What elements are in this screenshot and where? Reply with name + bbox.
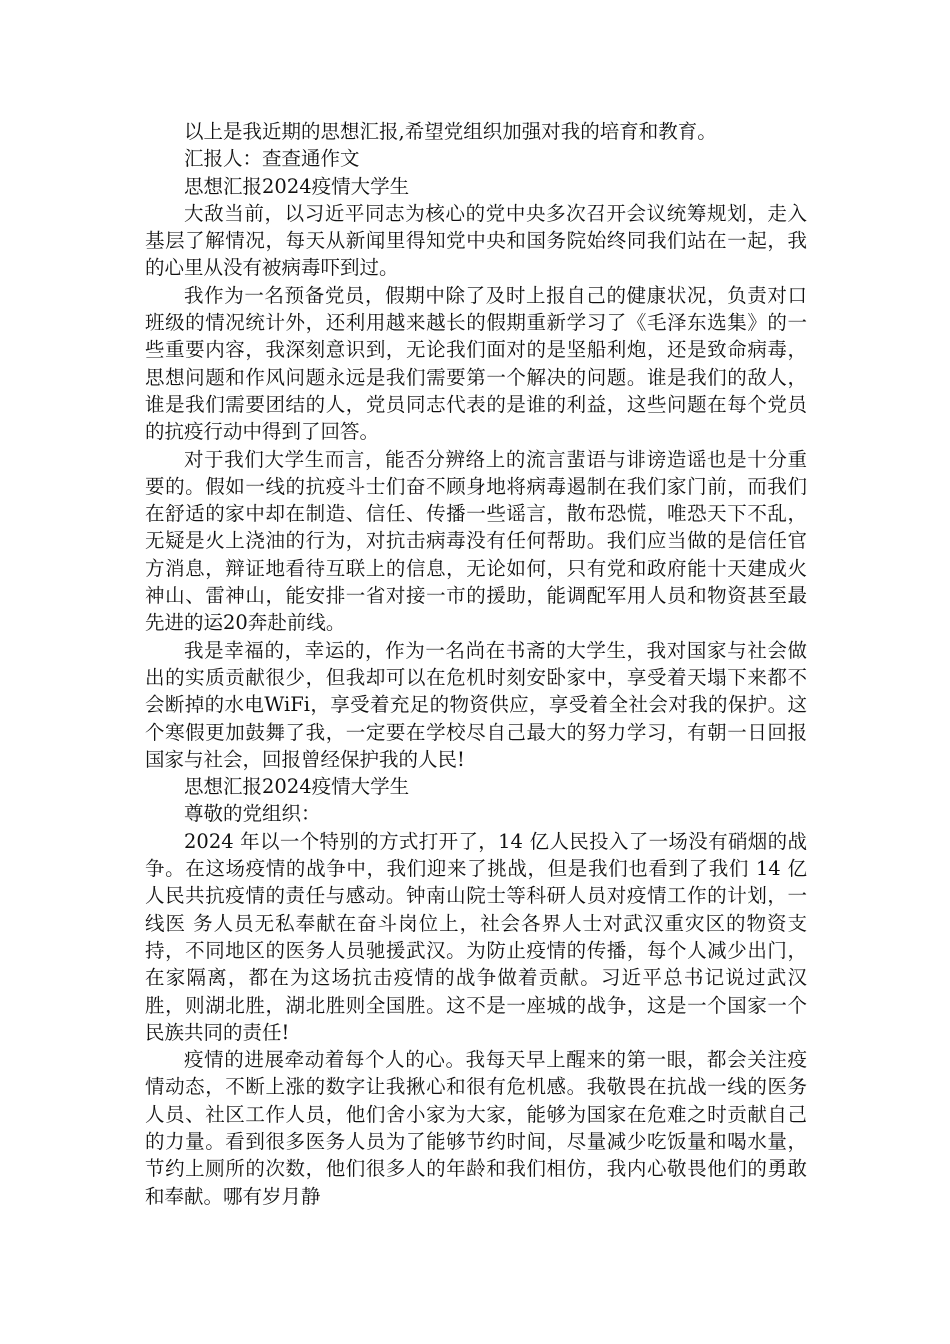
paragraph: 我是幸福的，幸运的，作为一名尚在书斋的大学生，我对国家与社会做出的实质贡献很少，但我却可以在危机时刻安卧家中，享受着天塌下来都不会断掉的水电WiFi，享受着充足的物资供应，享受着全社会对我的保护。这个寒假更加鼓舞了我，一定要在学校尽自己最大的努力学习，有朝一日回报国家与社会，回报曾经保护我的人民!: [145, 638, 807, 771]
paragraph: 大敌当前，以习近平同志为核心的党中央多次召开会议统筹规划，走入基层了解情况，每天从新闻里得知党中央和国务院始终同我们站在一起，我的心里从没有被病毒吓到过。: [145, 201, 807, 280]
section-title: 思想汇报2024疫情大学生: [184, 775, 410, 799]
salutation: 尊敬的党组织：: [184, 802, 321, 826]
paragraph: 我作为一名预备党员，假期中除了及时上报自己的健康状况，负责对口班级的情况统计外，还利用越来越长的假期重新学习了《毛泽东选集》的一些重要内容，我深刻意识到，无论我们面对的是坚船利炮，还是致命病毒，思想问题和作风问题永远是我们需要第一个解决的问题。谁是我们的敌人，谁是我们需要团结的人，党员同志代表的是谁的利益，这些问题在每个党员的抗疫行动中得到了回答。: [145, 283, 807, 444]
reporter-line: 汇报人：查查通作文: [184, 147, 360, 171]
paragraph: 对于我们大学生而言，能否分辨络上的流言蜚语与诽谤造谣也是十分重要的。假如一线的抗疫斗士们奋不顾身地将病毒遏制在我们家门前，而我们在舒适的家中却在制造、信任、传播一些谣言，散布恐慌，唯恐天下不乱，无疑是火上浇油的行为，对抗击病毒没有任何帮助。我们应当做的是信任官方消息，辩证地看待互联上的信息，无论如何，只有党和政府能十天建成火神山、雷神山，能安排一省对接一市的援助，能调配军用人员和物资甚至最先进的运20奔赴前线。: [145, 447, 807, 635]
paragraph: 2024 年以一个特别的方式打开了，14 亿人民投入了一场没有硝烟的战争。在这场疫情的战争中，我们迎来了挑战，但是我们也看到了我们 14 亿 人民共抗疫情的责任与感动。钟南山院士等科研人员对疫情工作的计划，一线医 务人员无私奉献在奋斗岗位上，社会各界人士对武汉重灾区的物资支持，不同地区的医务人员驰援武汉。为防止疫情的传播，每个人减少出门，在家隔离，都在为这场抗击疫情的战争做着贡献。习近平总书记说过武汉胜，则湖北胜，湖北胜则全国胜。这不是一座城的战争，这是一个国家一个民族共同的责任!: [145, 829, 807, 1044]
paragraph: 疫情的进展牵动着每个人的心。我每天早上醒来的第一眼，都会关注疫情动态，不断上涨的数字让我揪心和很有危机感。我敬畏在抗战一线的医务人员、社区工作人员，他们舍小家为大家，能够为国家在危难之时贡献自己的力量。看到很多医务人员为了能够节约时间，尽量减少吃饭量和喝水量，节约上厕所的次数，他们很多人的年龄和我们相仿，我内心敬畏他们的勇敢和奉献。哪有岁月静: [145, 1048, 807, 1208]
section-title: 思想汇报2024疫情大学生: [184, 174, 410, 198]
closing-line: 以上是我近期的思想汇报,希望党组织加强对我的培育和教育。: [184, 120, 717, 143]
document-page: [145, 118, 807, 1210]
